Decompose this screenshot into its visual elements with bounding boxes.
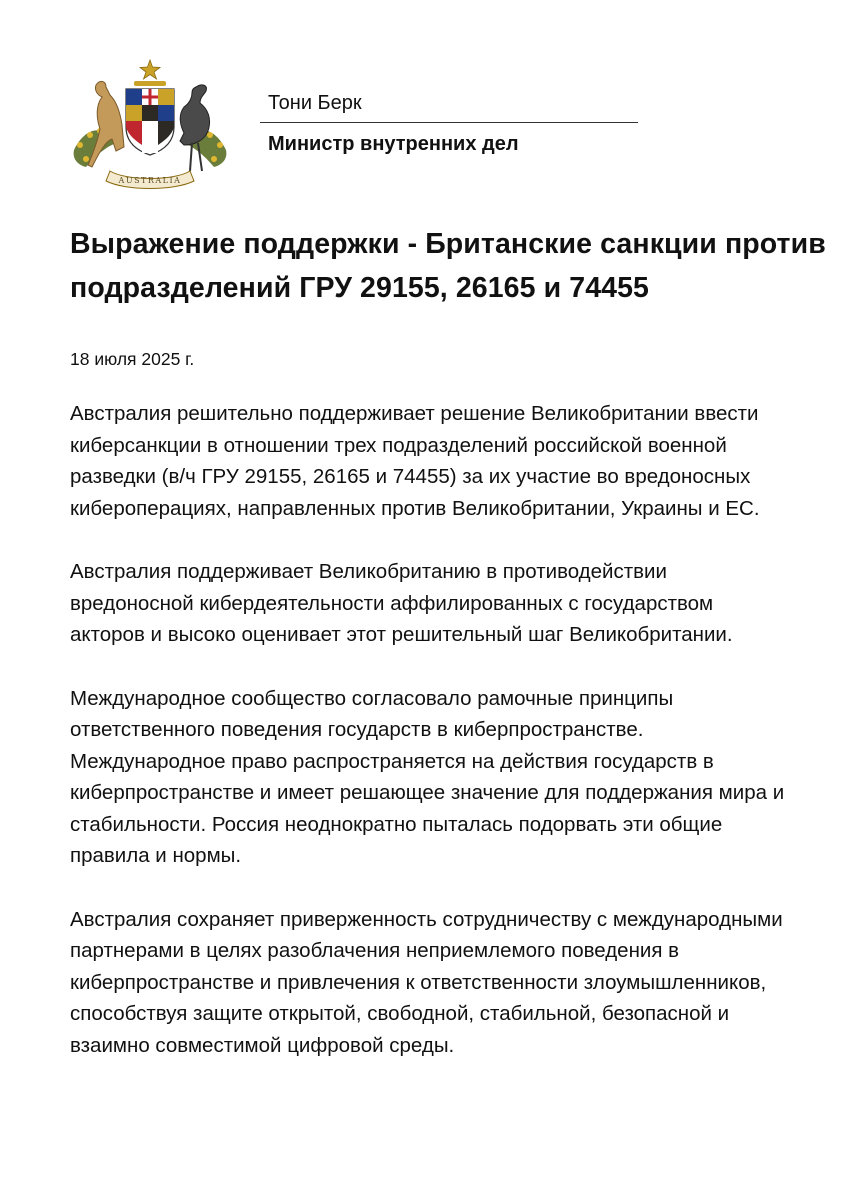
paragraph-3: Международное сообщество согласовало рамочные принципы ответственного поведения государств в киберпространстве. Международное право распространяется на действия государств в киберпространстве и имеет решающее значение для поддержания мира и стабильности. Россия неоднократно пыталась подорвать эти общие правила и нормы. xyxy=(70,686,785,867)
coat-of-arms-icon xyxy=(66,55,234,195)
paragraph-1: Австралия решительно поддерживает решение Великобритании ввести киберсанкции в отношении трех подразделений российской военной разведки (в/ч ГРУ 29155, 26165 и 74455) за их участие во вредоносных кибероперациях, направленных против Великобритании, Украины и ЕС. xyxy=(70,402,760,520)
minister-name: Тони Берк xyxy=(268,92,362,114)
header-divider xyxy=(260,122,638,123)
document-title: Выражение поддержки - Британские санкции против подразделений ГРУ 29155, 26165 и 74455 xyxy=(70,228,826,304)
minister-role: Министр внутренних дел xyxy=(268,133,519,155)
svg-text:AUSTRALIA: AUSTRALIA xyxy=(118,176,182,185)
document-date: 18 июля 2025 г. xyxy=(70,349,195,369)
document-body xyxy=(70,398,790,1093)
paragraph-2: Австралия поддерживает Великобританию в противодействии вредоносной кибердеятельности аффилированных с государством акторов и высоко оценивает этот решительный шаг Великобритании. xyxy=(70,560,733,646)
paragraph-4: Австралия сохраняет приверженность сотрудничеству с международными партнерами в целях разоблачения неприемлемого поведения в киберпространстве и привлечения к ответственности злоумышленников, способствуя защите открытой, свободной, стабильной, безопасной и взаимно совместимой цифровой среды. xyxy=(70,907,783,1057)
